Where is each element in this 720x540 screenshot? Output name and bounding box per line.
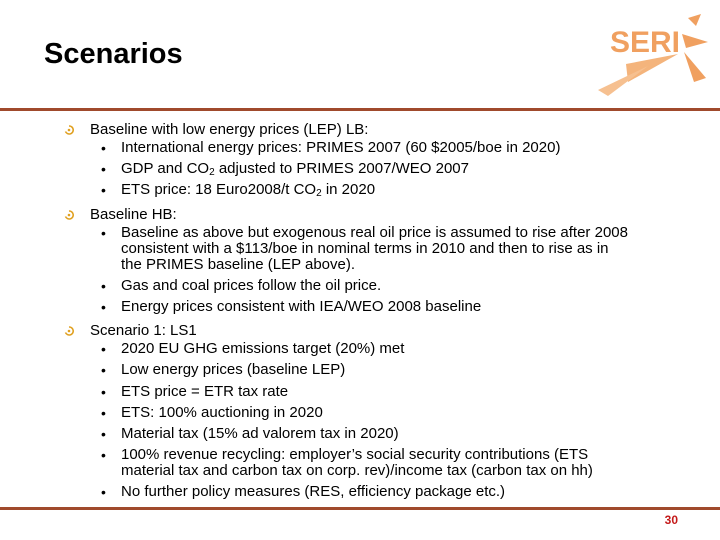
bullet-dot-icon: • xyxy=(101,277,106,294)
section-scenario-ls1 xyxy=(64,320,684,341)
seri-logo xyxy=(588,12,710,96)
bullet-dot-icon: • xyxy=(101,341,106,358)
section-baseline-hb xyxy=(64,204,684,225)
swirl-bullet-icon xyxy=(64,125,74,135)
list-item: • 2020 EU GHG emissions target (20%) met xyxy=(101,340,405,358)
logo-text: SERI xyxy=(610,26,681,59)
list-item: • ETS: 100% auctioning in 2020 xyxy=(101,403,323,421)
section-heading: Baseline HB: xyxy=(90,205,177,223)
bullet-dot-icon: • xyxy=(101,161,106,178)
bullet-dot-icon: • xyxy=(101,362,106,379)
bullet-dot-icon: • xyxy=(101,140,106,156)
section-heading: Baseline with low energy prices (LEP) LB: xyxy=(90,121,369,138)
title-divider xyxy=(0,108,720,111)
page-number: 30 xyxy=(664,513,678,527)
list-item: • 100% revenue recycling: employer’s social security contributions (ETS material tax and carbon tax on corp. rev)/income tax (carbon tax on hh) xyxy=(101,446,593,480)
list-item: • Material tax (15% ad valorem tax in 2020) xyxy=(101,424,399,442)
bullet-dot-icon: • xyxy=(101,298,106,315)
list-item: • Low energy prices (baseline LEP) xyxy=(101,361,346,379)
footer-divider xyxy=(0,507,720,510)
swirl-bullet-icon xyxy=(64,326,74,336)
slide-title: Scenarios xyxy=(44,38,183,70)
list-item: • Baseline as above but exogenous real oil price is assumed to rise after 2008 consistent with a $113/boe in nominal terms in 2010 and then to rise as in the PRIMES baseline (LEP above). xyxy=(101,223,628,273)
bullet-dot-icon: • xyxy=(101,383,106,400)
list-item: • ETS price: 18 Euro2008/t $CO_2$ in 2020 xyxy=(101,181,376,200)
swirl-bullet-icon xyxy=(64,210,74,220)
list-item: • Gas and coal prices follow the oil price. xyxy=(101,276,382,294)
bullet-dot-icon: • xyxy=(101,425,106,442)
bullet-dot-icon: • xyxy=(101,224,106,241)
bullet-dot-icon: • xyxy=(101,447,106,464)
scenario-list xyxy=(64,119,684,505)
bullet-dot-icon: • xyxy=(101,404,106,421)
section-baseline-lb xyxy=(64,119,684,140)
bullet-dot-icon: • xyxy=(101,182,106,199)
list-item: • No further policy measures (RES, efficiency package etc.) xyxy=(101,483,506,501)
bullet-dot-icon: • xyxy=(101,484,106,501)
section-heading: Scenario 1: LS1 xyxy=(90,322,197,340)
list-item: • GDP and $CO_2$ adjusted to PRIMES 2007/WEO 2007 xyxy=(101,160,469,179)
list-item: • Energy prices consistent with IEA/WEO 2008 baseline xyxy=(101,297,482,315)
list-item: • International energy prices: PRIMES 2007 (60 $2005/boe in 2020) xyxy=(101,139,561,156)
list-item: • ETS price = ETR tax rate xyxy=(101,382,289,400)
